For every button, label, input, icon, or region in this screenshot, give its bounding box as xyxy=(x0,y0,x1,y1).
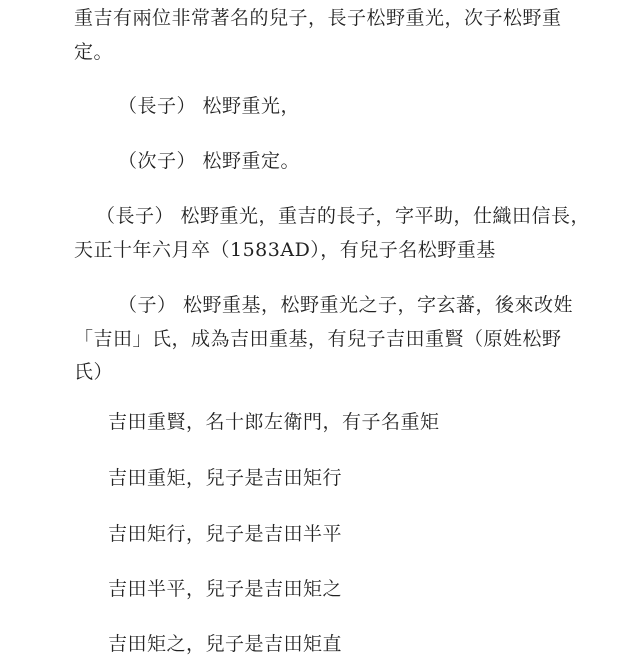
text-line-shigemitsu-1: （長子） 松野重光，重吉的長子，字平助，仕織田信長， xyxy=(96,205,591,227)
text-line-intro-2: 定。 xyxy=(74,41,114,63)
text-line-shigekata: 吉田重賢，名十郎左衛門，有子名重矩 xyxy=(108,411,440,433)
text-line-intro-1: 重吉有兩位非常著名的兒子，長子松野重光，次子松野重 xyxy=(74,7,562,29)
text-line-hanpei: 吉田半平，兒子是吉田矩之 xyxy=(108,578,343,600)
text-line-shigemoto-2: 「吉田」氏，成為吉田重基，有兒子吉田重賢（原姓松野 xyxy=(74,328,562,350)
text-line-shigemoto-3: 氏） xyxy=(74,361,114,383)
text-line-noriyuki: 吉田矩行，兒子是吉田半平 xyxy=(108,523,343,545)
text-line-second-son: （次子） 松野重定。 xyxy=(118,150,301,172)
text-line-shigemitsu-2: 天正十年六月卒（1583AD），有兒子名松野重基 xyxy=(74,239,496,261)
text-line-shigemoto-1: （子） 松野重基，松野重光之子，字玄蕃，後來改姓 xyxy=(118,294,574,316)
text-line-shigenori: 吉田重矩，兒子是吉田矩行 xyxy=(108,467,343,489)
text-line-eldest-son: （長子） 松野重光， xyxy=(118,95,301,117)
text-line-norikore: 吉田矩之，兒子是吉田矩直 xyxy=(108,633,343,655)
